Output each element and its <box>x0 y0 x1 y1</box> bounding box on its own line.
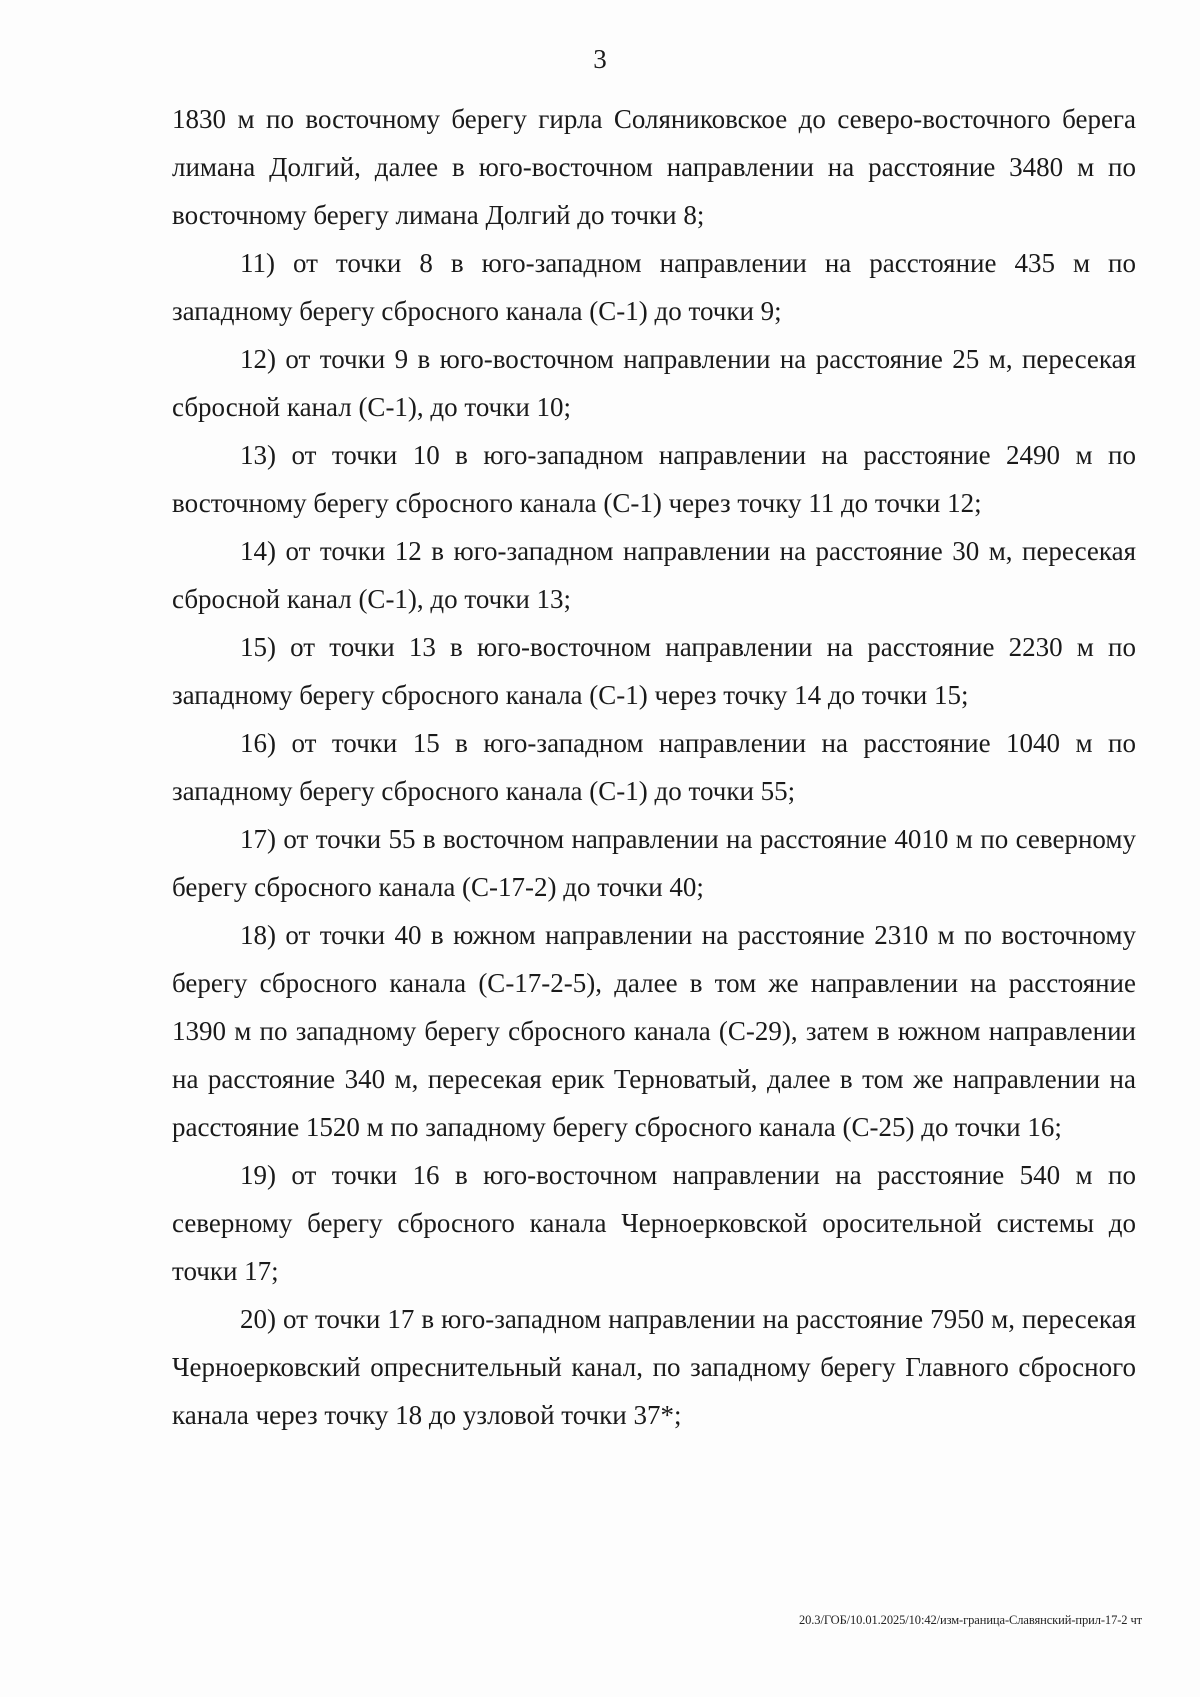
paragraph-item-14: 14) от точки 12 в юго-западном направлении на расстояние 30 м, пересекая сбросной канал (С-1), до точки 13; <box>172 536 1136 614</box>
paragraph-item-17: 17) от точки 55 в восточном направлении на расстояние 4010 м по северному берегу сбросного канала (С-17-2) до точки 40; <box>172 824 1136 902</box>
document-body <box>172 95 1136 1439</box>
paragraph-item-15: 15) от точки 13 в юго-восточном направлении на расстояние 2230 м по западному берегу сбросного канала (С-1) через точку 14 до точки 15; <box>172 632 1136 710</box>
paragraph-item-13: 13) от точки 10 в юго-западном направлении на расстояние 2490 м по восточному берегу сбросного канала (С-1) через точку 11 до точки 12; <box>172 440 1136 518</box>
paragraph-item-11: 11) от точки 8 в юго-западном направлении на расстояние 435 м по западному берегу сбросного канала (С-1) до точки 9; <box>172 248 1136 326</box>
document-footer-id: 20.3/ГОБ/10.01.2025/10:42/изм-граница-Славянский-прил-17-2 чт <box>798 1613 1142 1627</box>
paragraph-item-12: 12) от точки 9 в юго-восточном направлении на расстояние 25 м, пересекая сбросной канал (С-1), до точки 10; <box>172 344 1136 422</box>
paragraph-item-18: 18) от точки 40 в южном направлении на расстояние 2310 м по восточному берегу сбросного канала (С-17-2-5), далее в том же направлении на расстояние 1390 м по западному берегу сбросного канала (С-29), затем в южном направлении на расстояние 340 м, пересекая ерик Терноватый, далее в том же направлении на расстояние 1520 м по западному берегу сбросного канала (С-25) до точки 16; <box>172 920 1136 1142</box>
paragraph-item-20: 20) от точки 17 в юго-западном направлении на расстояние 7950 м, пересекая Черноерковский опреснительный канал, по западному берегу Главного сбросного канала через точку 18 до узловой точки 37*; <box>172 1304 1136 1430</box>
paragraph-item-19: 19) от точки 16 в юго-восточном направлении на расстояние 540 м по северному берегу сбросного канала Черноерковской оросительной системы до точки 17; <box>172 1160 1136 1286</box>
page-number: 3 <box>593 44 607 74</box>
paragraph-item-16: 16) от точки 15 в юго-западном направлении на расстояние 1040 м по западному берегу сбросного канала (С-1) до точки 55; <box>172 728 1136 806</box>
paragraph-continuation: 1830 м по восточному берегу гирла Соляниковское до северо-восточного берега лимана Долгий, далее в юго-восточном направлении на расстояние 3480 м по восточному берегу лимана Долгий до точки 8; <box>172 104 1136 230</box>
